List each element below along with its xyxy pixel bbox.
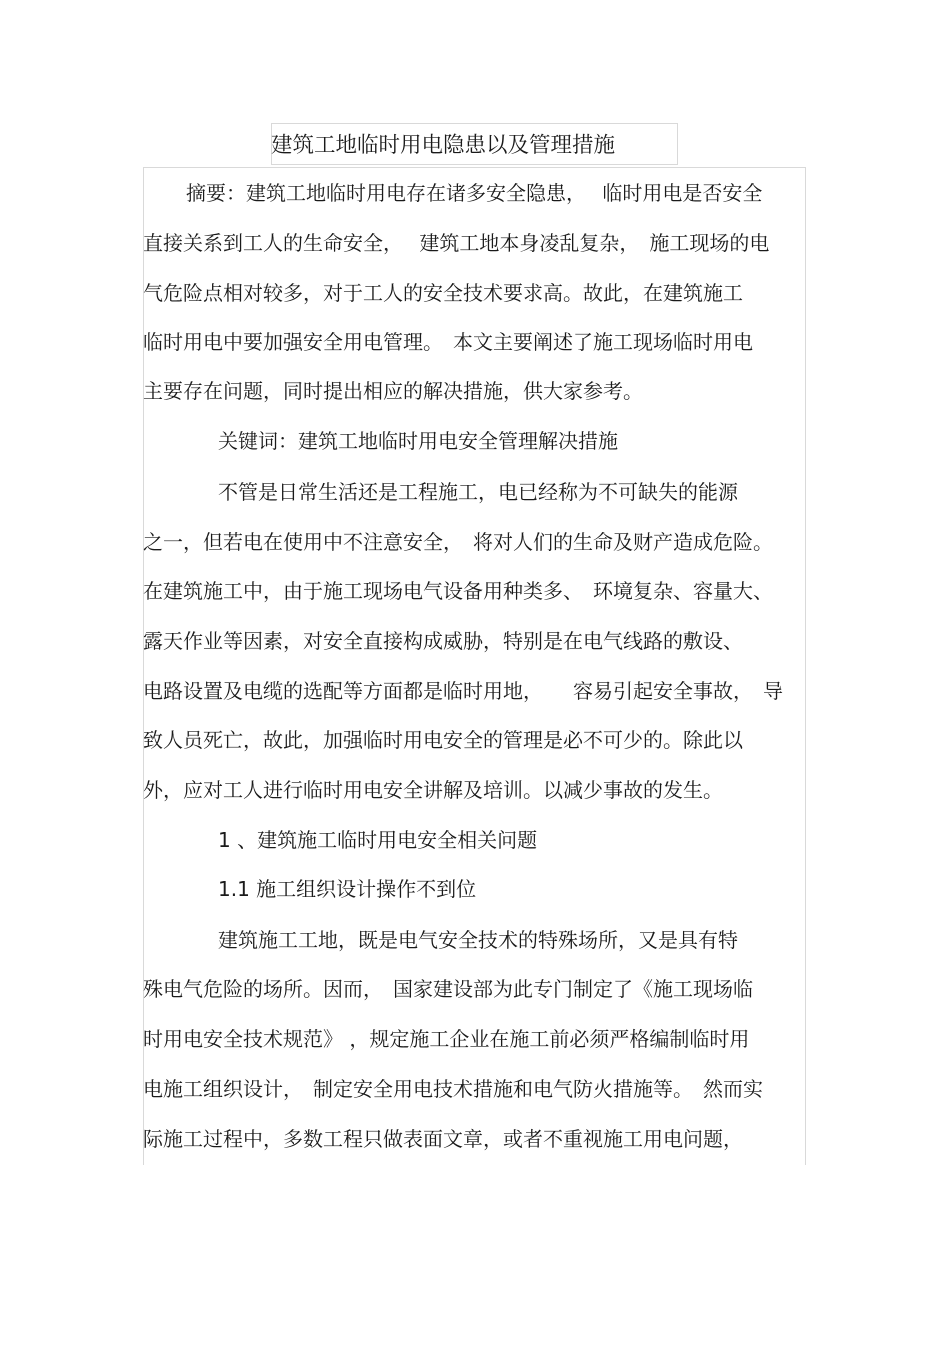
- paragraph-line: 主要存在问题，同时提出相应的解决措施，供大家参考。: [143, 379, 643, 403]
- section-heading: 1 、建筑施工临时用电安全相关问题: [218, 828, 538, 852]
- keywords-line: 关键词：建筑工地临时用电安全管理解决措施: [218, 429, 618, 453]
- paragraph-line: 在建筑施工中，由于施工现场电气设备用种类多、 环境复杂、容量大、: [143, 579, 773, 603]
- document-title: 建筑工地临时用电隐患以及管理措施: [271, 133, 616, 158]
- paragraph-line: 气危险点相对较多，对于工人的安全技术要求高。故此，在建筑施工: [143, 281, 743, 305]
- subsection-heading: 1.1 施工组织设计操作不到位: [218, 877, 477, 901]
- paragraph-line: 外，应对工人进行临时用电安全讲解及培训。以减少事故的发生。: [143, 778, 723, 802]
- paragraph-line: 临时用电中要加强安全用电管理。 本文主要阐述了施工现场临时用电: [143, 330, 753, 354]
- paragraph-line: 致人员死亡，故此，加强临时用电安全的管理是必不可少的。除此以: [143, 728, 743, 752]
- paragraph-line: 时用电安全技术规范》 ，规定施工企业在施工前必须严格编制临时用: [143, 1027, 750, 1051]
- paragraph-line: 不管是日常生活还是工程施工，电已经称为不可缺失的能源: [218, 480, 738, 504]
- paragraph-line: 际施工过程中，多数工程只做表面文章，或者不重视施工用电问题，: [143, 1127, 743, 1151]
- paragraph-line: 摘要：建筑工地临时用电存在诸多安全隐患， 临时用电是否安全: [186, 181, 763, 205]
- paragraph-line: 建筑施工工地，既是电气安全技术的特殊场所，又是具有特: [218, 928, 738, 952]
- paragraph-line: 殊电气危险的场所。因而， 国家建设部为此专门制定了《施工现场临: [143, 977, 753, 1001]
- paragraph-line: 电路设置及电缆的选配等方面都是临时用地， 容易引起安全事故， 导: [143, 679, 783, 703]
- paragraph-line: 电施工组织设计， 制定安全用电技术措施和电气防火措施等。 然而实: [143, 1077, 763, 1101]
- paragraph-line: 露天作业等因素，对安全直接构成威胁，特别是在电气线路的敷设、: [143, 629, 743, 653]
- paragraph-line: 之一，但若电在使用中不注意安全， 将对人们的生命及财产造成危险。: [143, 530, 773, 554]
- body-frame: [143, 167, 806, 1165]
- paragraph-line: 直接关系到工人的生命安全， 建筑工地本身凌乱复杂， 施工现场的电: [143, 231, 770, 255]
